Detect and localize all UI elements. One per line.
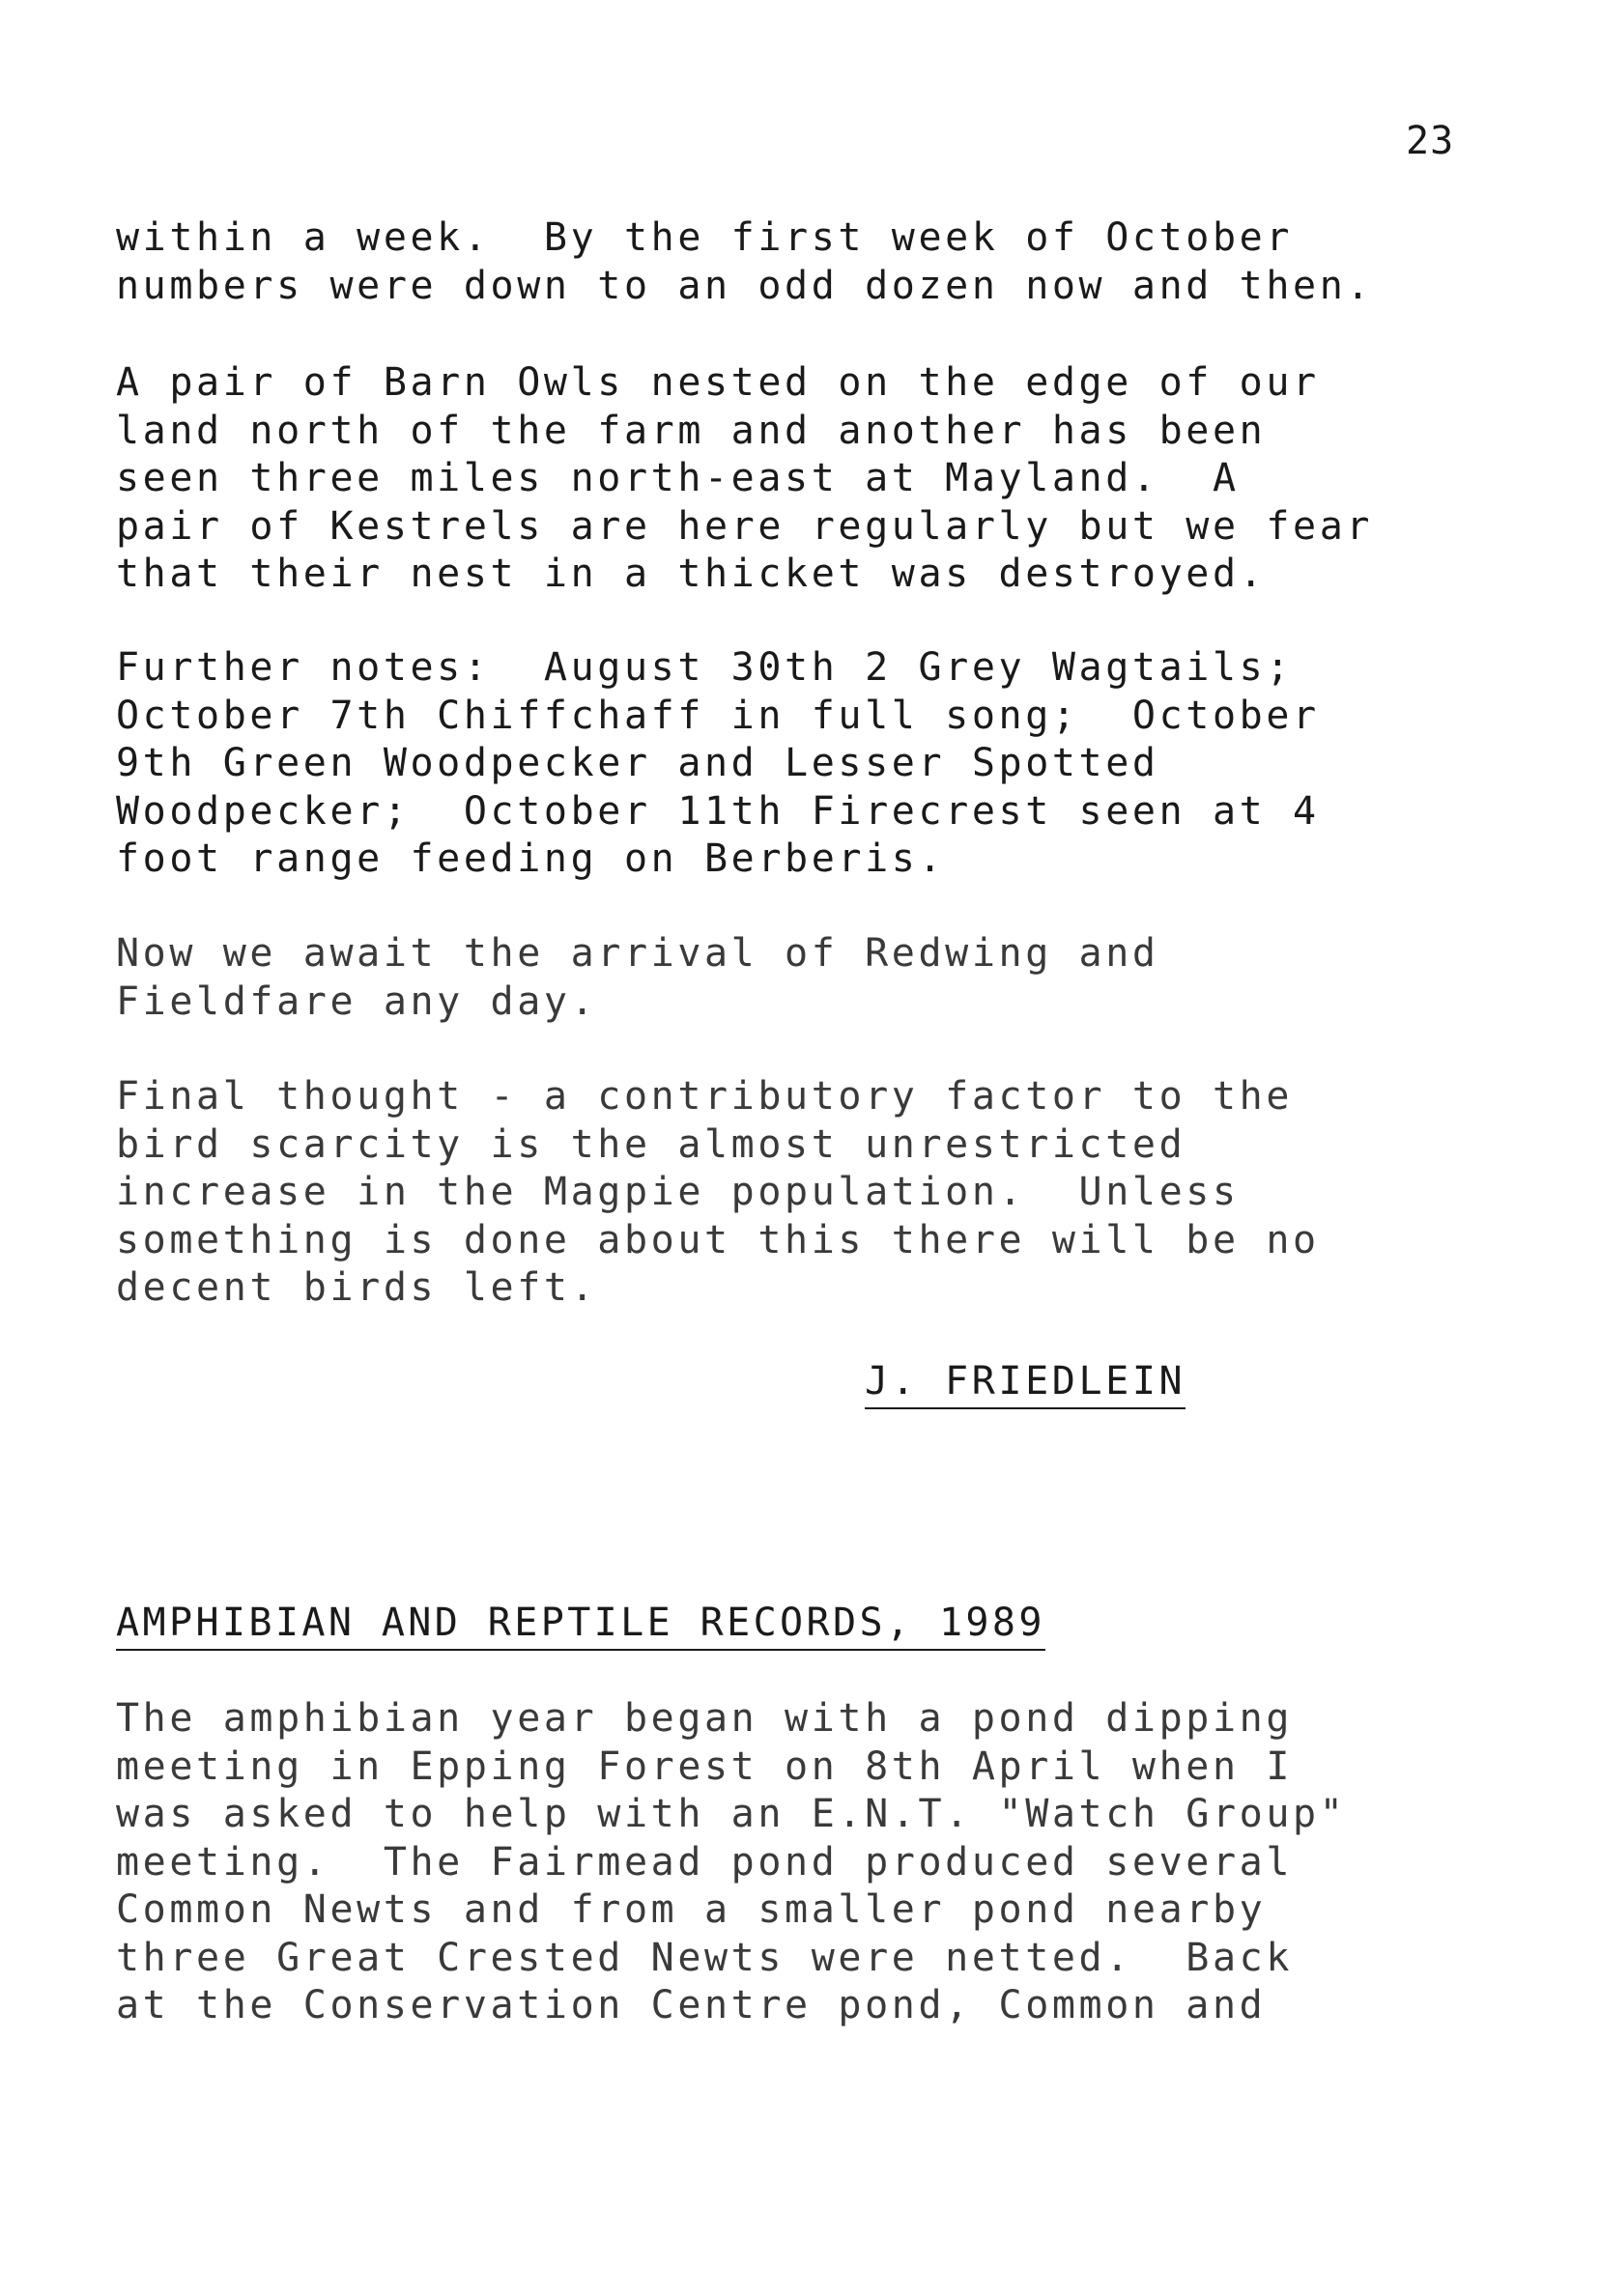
text-line: bird scarcity is the almost unrestricted: [116, 1121, 1186, 1167]
text-line: meeting in Epping Forest on 8th April when I: [116, 1743, 1294, 1789]
text-line: that their nest in a thicket was destroyed.: [116, 552, 1267, 596]
text-line: Final thought - a contributory factor to the: [116, 1074, 1294, 1119]
paragraph-week-numbers: [116, 214, 1488, 310]
text-line: decent birds left.: [116, 1265, 598, 1310]
text-line: was asked to help with an E.N.T. "Watch Group": [116, 1792, 1347, 1836]
text-line: Common Newts and from a smaller pond nearby: [116, 1887, 1267, 1932]
text-line: at the Conservation Centre pond, Common and: [116, 1983, 1267, 2027]
paragraph-further-notes: [116, 644, 1488, 884]
text-line: A pair of Barn Owls nested on the edge of our: [116, 360, 1320, 405]
section-heading: AMPHIBIAN AND REPTILE RECORDS, 1989: [116, 1599, 1045, 1651]
text-line: foot range feeding on Berberis.: [116, 836, 946, 881]
text-line: Fieldfare any day.: [116, 978, 598, 1024]
text-line: pair of Kestrels are here regularly but we fear: [116, 503, 1374, 549]
page-number: 23: [1406, 119, 1455, 163]
text-line: Woodpecker; October 11th Firecrest seen at 4: [116, 788, 1320, 834]
text-line: within a week. By the first week of October: [116, 215, 1294, 260]
text-line: The amphibian year began with a pond dipping: [116, 1696, 1294, 1741]
paragraph-amphibian-year: [116, 1695, 1488, 2030]
author-signature: J. FRIEDLEIN: [865, 1357, 1186, 1409]
paragraph-final-thought: [116, 1073, 1488, 1313]
text-line: October 7th Chiffchaff in full song; October: [116, 693, 1320, 738]
paragraph-redwing: [116, 930, 1488, 1026]
text-line: Now we await the arrival of Redwing and: [116, 931, 1159, 976]
text-line: something is done about this there will be no: [116, 1217, 1320, 1262]
text-line: seen three miles north-east at Mayland. A: [116, 456, 1240, 500]
text-line: numbers were down to an odd dozen now and then.: [116, 263, 1374, 308]
text-line: 9th Green Woodpecker and Lesser Spotted: [116, 741, 1159, 785]
text-line: increase in the Magpie population. Unless: [116, 1170, 1240, 1214]
text-line: three Great Crested Newts were netted. Back: [116, 1935, 1294, 1980]
text-line: Further notes: August 30th 2 Grey Wagtails;: [116, 645, 1294, 690]
text-line: meeting. The Fairmead pond produced several: [116, 1839, 1294, 1885]
paragraph-barn-owls: [116, 359, 1488, 599]
text-line: land north of the farm and another has been: [116, 408, 1267, 453]
